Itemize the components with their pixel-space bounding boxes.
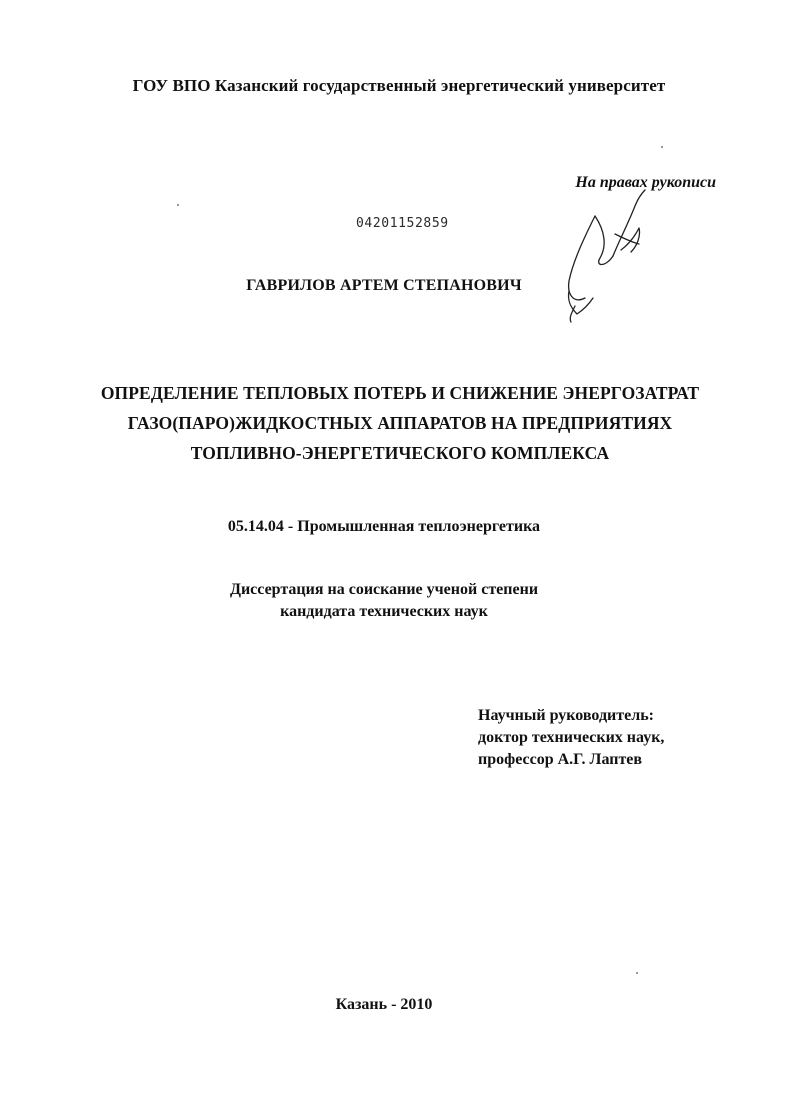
city-year: Казань - 2010 bbox=[335, 996, 433, 1013]
manuscript-note: На правах рукописи bbox=[575, 174, 716, 191]
handwritten-signature bbox=[555, 186, 665, 326]
supervisor-block bbox=[478, 705, 664, 771]
dissertation-title bbox=[40, 378, 760, 468]
supervisor-line: профессор А.Г. Лаптев bbox=[478, 751, 643, 768]
scan-speck bbox=[661, 146, 663, 148]
author-name: ГАВРИЛОВ АРТЕМ СТЕПАНОВИЧ bbox=[246, 277, 522, 294]
title-line: ГАЗО(ПАРО)ЖИДКОСТНЫХ АППАРАТОВ НА ПРЕДПРИЯТИЯХ bbox=[127, 413, 673, 433]
registry-number: 04201152859 bbox=[356, 216, 449, 231]
supervisor-line: доктор технических наук, bbox=[478, 729, 665, 746]
title-line: ТОПЛИВНО-ЭНЕРГЕТИЧЕСКОГО КОМПЛЕКСА bbox=[190, 443, 610, 463]
scan-speck bbox=[636, 972, 638, 974]
specialty-code: 05.14.04 - Промышленная теплоэнергетика bbox=[227, 518, 541, 535]
degree-line: Диссертация на соискание ученой степени bbox=[229, 581, 539, 598]
institution-name: ГОУ ВПО Казанский государственный энергетический университет bbox=[132, 76, 666, 95]
degree-statement bbox=[0, 579, 768, 623]
scan-speck bbox=[177, 204, 179, 206]
title-line: ОПРЕДЕЛЕНИЕ ТЕПЛОВЫХ ПОТЕРЬ И СНИЖЕНИЕ ЭНЕРГОЗАТРАТ bbox=[100, 383, 700, 403]
supervisor-line: Научный руководитель: bbox=[478, 707, 654, 724]
degree-line: кандидата технических наук bbox=[280, 603, 488, 620]
